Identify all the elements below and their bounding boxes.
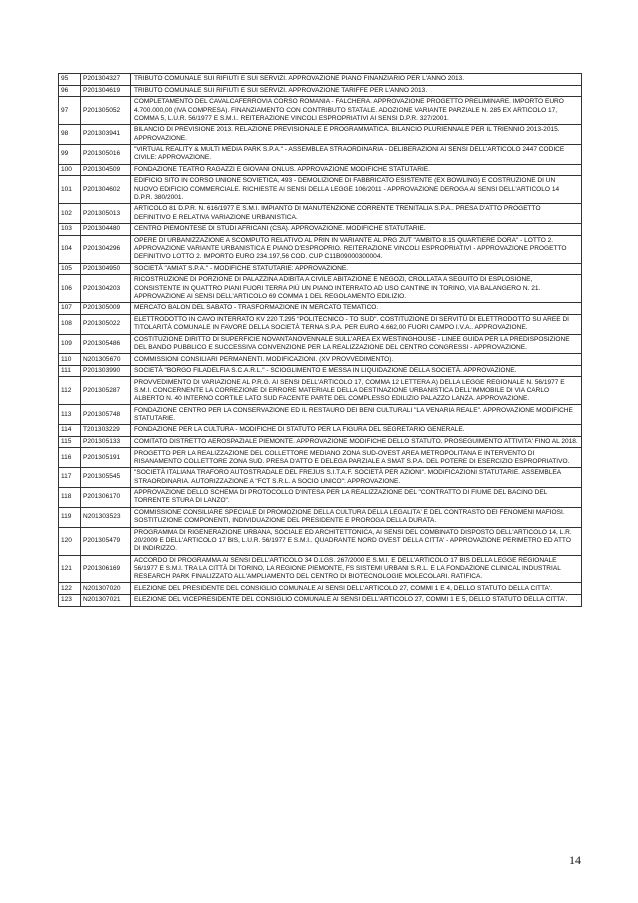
row-description: ARTICOLO 81 D.P.R. N. 616/1977 E S.M.I. IMPIANTO DI MANUTENZIONE CORRENTE TRENITALIA S.P.A.. PRESA D'ATTO PROGETTO DEFINITIVO E RELATIVA VARIAZIONE URBANISTICA. bbox=[131, 204, 582, 224]
table-row bbox=[59, 125, 582, 145]
table-row bbox=[59, 527, 582, 555]
row-description: BILANCIO DI PREVISIONE 2013. RELAZIONE PREVISIONALE E PROGRAMMATICA. BILANCIO PLURIENNALE PER IL TRIENNIO 2013-2015. APPROVAZIONE. bbox=[131, 125, 582, 145]
row-number: 121 bbox=[59, 555, 81, 583]
table-row bbox=[59, 74, 582, 86]
row-description: COSTITUZIONE DIRITTO DI SUPERFICIE NOVANTANOVENNALE SULL'AREA EX WESTINGHOUSE - LINEE GUIDA PER LA PREDISPOSIZIONE DEL BANDO PUBBLICO E SUCCESSIVA CONVENZIONE PER LA REALIZZAZIONE DEL CENTRO CONGRESSI - APPROVAZIONE. bbox=[131, 334, 582, 354]
row-code: P201303990 bbox=[81, 365, 131, 377]
row-code: P201305133 bbox=[81, 436, 131, 448]
row-number: 120 bbox=[59, 527, 81, 555]
row-code: P201304480 bbox=[81, 224, 131, 236]
row-code: P201305022 bbox=[81, 314, 131, 334]
row-description: OPERE DI URBANIZZAZIONE A SCOMPUTO RELATIVO AL PRIN IN VARIANTE AL PRG ZUT "AMBITO 8.15 QUARTIERE DORA" - LOTTO 2. APPROVAZIONE VARIANTE URBANISTICA E PIANO D'ESPROPRIO. REITERAZIONE VINCOLI ESPROPRIATIVI - APPROVAZIONE PROGETTO DEFINITIVO LOTTO 2. IMPORTO EURO 234.197,56 COD. CUP C11B09000300004. bbox=[131, 235, 582, 263]
row-number: 114 bbox=[59, 425, 81, 437]
row-description: COMMISSIONE CONSILIARE SPECIALE DI PROMOZIONE DELLA CULTURA DELLA LEGALITA' E DEL CONTRASTO DEI FENOMENI MAFIOSI. SOSTITUZIONE COMPONENTI, INDIVIDUAZIONE DEL PRESIDENTE E PROROGA DELLA DURATA. bbox=[131, 507, 582, 527]
row-number: 118 bbox=[59, 487, 81, 507]
table-row bbox=[59, 235, 582, 263]
table-row bbox=[59, 448, 582, 468]
row-description: ELETTRODOTTO IN CAVO INTERRATO KV 220 T.295 "POLITECNICO - TO SUD". COSTITUZIONE DI SERVITÙ DI ELETTRODOTTO SU AREE DI TITOLARITÀ COMUNALE IN FAVORE DELLA SOCIETÀ TERNA S.P.A. PER EURO 4.662,00 FUORI CAMPO I.V.A.. APPROVAZIONE. bbox=[131, 314, 582, 334]
row-number: 103 bbox=[59, 224, 81, 236]
row-number: 119 bbox=[59, 507, 81, 527]
row-number: 123 bbox=[59, 595, 81, 607]
row-description: SOCIETÀ "BORGO FILADELFIA S.C.A.R.L." - SCIOGLIMENTO E MESSA IN LIQUIDAZIONE DELLA SOCIETÀ. APPROVAZIONE. bbox=[131, 365, 582, 377]
row-code: P201306169 bbox=[81, 555, 131, 583]
table-row bbox=[59, 507, 582, 527]
table-row bbox=[59, 85, 582, 97]
row-code: P201304296 bbox=[81, 235, 131, 263]
row-number: 115 bbox=[59, 436, 81, 448]
row-code: P201304602 bbox=[81, 176, 131, 204]
row-code: P201305013 bbox=[81, 204, 131, 224]
row-code: P201304509 bbox=[81, 164, 131, 176]
table-row bbox=[59, 555, 582, 583]
row-number: 105 bbox=[59, 263, 81, 275]
row-description: MERCATO BALON DEL SABATO - TRASFORMAZIONE IN MERCATO TEMATICO. bbox=[131, 303, 582, 315]
table-row bbox=[59, 176, 582, 204]
page-number: 14 bbox=[569, 853, 581, 867]
table-row bbox=[59, 436, 582, 448]
row-number: 106 bbox=[59, 275, 81, 303]
row-description: PROGETTO PER LA REALIZZAZIONE DEL COLLETTORE MEDIANO ZONA SUD-OVEST AREA METROPOLITANA E INTERVENTO DI RISANAMENTO COLLETTORE ZONA SUD. PRESA D'ATTO E DELEGA PARZIALE A SMAT S.P.A. DEL POTERE DI ESERCIZIO ESPROPRIATIVO. bbox=[131, 448, 582, 468]
table-row bbox=[59, 204, 582, 224]
table-row bbox=[59, 354, 582, 366]
row-description: CENTRO PIEMONTESE DI STUDI AFRICANI (CSA). APPROVAZIONE. MODIFICHE STATUTARIE. bbox=[131, 224, 582, 236]
row-code: P201304619 bbox=[81, 85, 131, 97]
row-code: P201305016 bbox=[81, 144, 131, 164]
row-code: P201305009 bbox=[81, 303, 131, 315]
row-description: ELEZIONE DEL PRESIDENTE DEL CONSIGLIO COMUNALE AI SENSI DELL'ARTICOLO 27, COMMI 1 E 4, DELLO STATUTO DELLA CITTA'. bbox=[131, 583, 582, 595]
table-row bbox=[59, 468, 582, 488]
row-code: P201304950 bbox=[81, 263, 131, 275]
row-number: 108 bbox=[59, 314, 81, 334]
row-number: 107 bbox=[59, 303, 81, 315]
table-row bbox=[59, 164, 582, 176]
row-code: P201305191 bbox=[81, 448, 131, 468]
deliberations-table bbox=[58, 73, 582, 607]
row-code: P201305748 bbox=[81, 405, 131, 425]
row-code: N201307020 bbox=[81, 583, 131, 595]
row-description: RICOSTRUZIONE DI PORZIONE DI PALAZZINA ADIBITA A CIVILE ABITAZIONE E NEGOZI, CROLLATA A SEGUITO DI ESPLOSIONE, CONSISTENTE IN QUATTRO PIANI FUORI TERRA PIÙ UN PIANO INTERRATO AD USO CANTINE IN TORINO, VIA BALANGERO N. 21. APPROVAZIONE AI SENSI DELL'ARTICOLO 69 COMMA 1 DEL REGOLAMENTO EDILIZIO. bbox=[131, 275, 582, 303]
row-number: 98 bbox=[59, 125, 81, 145]
table-row bbox=[59, 425, 582, 437]
row-description: COMITATO DISTRETTO AEROSPAZIALE PIEMONTE. APPROVAZIONE MODIFICHE DELLO STATUTO. PROSEGUIMENTO ATTIVITA' FINO AL 2018. bbox=[131, 436, 582, 448]
row-code: P201305287 bbox=[81, 377, 131, 405]
row-description: PROGRAMMA DI RIGENERAZIONE URBANA, SOCIALE ED ARCHITETTONICA, AI SENSI DEL COMBINATO DISPOSTO DELL'ARTICOLO 14, L.R. 20/2009 E DELL'ARTICOLO 17 BIS, L.U.R. 56/1977 E S.M.I.. QUADRANTE NORD OVEST DELLA CITTA' - APPROVAZIONE PERIMETRO ED ATTO DI INDIRIZZO. bbox=[131, 527, 582, 555]
row-number: 112 bbox=[59, 377, 81, 405]
row-number: 110 bbox=[59, 354, 81, 366]
row-number: 104 bbox=[59, 235, 81, 263]
row-number: 99 bbox=[59, 144, 81, 164]
table-row bbox=[59, 377, 582, 405]
row-code: N201307021 bbox=[81, 595, 131, 607]
table-row bbox=[59, 263, 582, 275]
row-description: ACCORDO DI PROGRAMMA AI SENSI DELL'ARTICOLO 34 D.LGS. 267/2000 E S.M.I. E DELL'ARTICOLO 17 BIS DELLA LEGGE REGIONALE 56/1977 E S.M.I. TRA LA CITTÀ DI TORINO, LA REGIONE PIEMONTE, FS SISTEMI URBANI S.R.L. E LA FONDAZIONE CLINICAL INDUSTRIAL RESEARCH PARK FINALIZZATO ALL'AMPLIAMENTO DEL CENTRO DI BIOTECNOLOGIE MOLECOLARI. RATIFICA. bbox=[131, 555, 582, 583]
table-row bbox=[59, 595, 582, 607]
table-row bbox=[59, 275, 582, 303]
row-code: P201306170 bbox=[81, 487, 131, 507]
row-description: SOCIETÀ "AMIAT S.P.A." - MODIFICHE STATUTARIE: APPROVAZIONE. bbox=[131, 263, 582, 275]
row-number: 95 bbox=[59, 74, 81, 86]
table-row bbox=[59, 334, 582, 354]
row-number: 101 bbox=[59, 176, 81, 204]
row-description: FONDAZIONE TEATRO RAGAZZI E GIOVANI ONLUS. APPROVAZIONE MODIFICHE STATUTARIE. bbox=[131, 164, 582, 176]
table-row bbox=[59, 583, 582, 595]
row-description: TRIBUTO COMUNALE SUI RIFIUTI E SUI SERVIZI. APPROVAZIONE PIANO FINANZIARIO PER L'ANNO 2013. bbox=[131, 74, 582, 86]
row-number: 109 bbox=[59, 334, 81, 354]
table-body bbox=[59, 74, 582, 607]
row-code: P201304327 bbox=[81, 74, 131, 86]
row-number: 111 bbox=[59, 365, 81, 377]
row-number: 113 bbox=[59, 405, 81, 425]
row-number: 100 bbox=[59, 164, 81, 176]
row-number: 97 bbox=[59, 97, 81, 125]
row-description: PROVVEDIMENTO DI VARIAZIONE AL P.R.G. AI SENSI DELL'ARTICOLO 17, COMMA 12 LETTERA A) DELLA LEGGE REGIONALE N. 56/1977 E S.M.I. CONCERNENTE LA CORREZIONE DI ERRORE MATERIALE DELLA DESTINAZIONE URBANISTICA DELL'IMMOBILE DI VIA CARLO ALBERTO N. 40 INTERNO CORTILE LATO SUD FACENTE PARTE DEL COMPLESSO EDILIZIO PALAZZO LANZA. APPROVAZIONE. bbox=[131, 377, 582, 405]
row-code: N201305670 bbox=[81, 354, 131, 366]
row-description: "SOCIETÀ ITALIANA TRAFORO AUTOSTRADALE DEL FREJUS S.I.T.A.F. SOCIETÀ PER AZIONI". MODIFICAZIONI STATUTARIE. ASSEMBLEA STRAORDINARIA. AUTORIZZAZIONE A "FCT S.R.L. A SOCIO UNICO": APPROVAZIONE. bbox=[131, 468, 582, 488]
row-description: FONDAZIONE PER LA CULTURA - MODIFICHE DI STATUTO PER LA FIGURA DEL SEGRETARIO GENERALE. bbox=[131, 425, 582, 437]
table-row bbox=[59, 405, 582, 425]
row-code: P201305486 bbox=[81, 334, 131, 354]
row-description: COMMISSIONI CONSILIARI PERMANENTI. MODIFICAZIONI. (XV PROVVEDIMENTO). bbox=[131, 354, 582, 366]
row-number: 102 bbox=[59, 204, 81, 224]
row-code: P201304203 bbox=[81, 275, 131, 303]
row-code: P201305479 bbox=[81, 527, 131, 555]
row-code: P201303941 bbox=[81, 125, 131, 145]
row-number: 96 bbox=[59, 85, 81, 97]
row-description: APPROVAZIONE DELLO SCHEMA DI PROTOCOLLO D'INTESA PER LA REALIZZAZIONE DEL "CONTRATTO DI FIUME DEL BACINO DEL TORRENTE STURA DI LANZO". bbox=[131, 487, 582, 507]
row-description: COMPLETAMENTO DEL CAVALCAFERROVIA CORSO ROMANIA - FALCHERA. APPROVAZIONE PROGETTO PRELIMINARE. IMPORTO EURO 4.700.000,00 (IVA COMPRESA). FINANZIAMENTO CON CONTRIBUTO STATALE. ADOZIONE VARIANTE PARZIALE N. 285 EX ARTICOLO 17, COMMA 5, L.U.R. 56/1977 E S.M.I.. REITERAZIONE VINCOLI ESPROPRIATIVI AI SENSI D.P.R. 327/2001. bbox=[131, 97, 582, 125]
table-row bbox=[59, 144, 582, 164]
row-code: P201305545 bbox=[81, 468, 131, 488]
row-description: TRIBUTO COMUNALE SUI RIFIUTI E SUI SERVIZI. APPROVAZIONE TARIFFE PER L'ANNO 2013. bbox=[131, 85, 582, 97]
table-row bbox=[59, 97, 582, 125]
row-number: 117 bbox=[59, 468, 81, 488]
row-code: N201303523 bbox=[81, 507, 131, 527]
row-description: FONDAZIONE CENTRO PER LA CONSERVAZIONE ED IL RESTAURO DEI BENI CULTURALI "LA VENARIA REALE". APPROVAZIONE MODIFICHE STATUTARIE. bbox=[131, 405, 582, 425]
table-row bbox=[59, 487, 582, 507]
table-row bbox=[59, 303, 582, 315]
row-description: ELEZIONE DEL VICEPRESIDENTE DEL CONSIGLIO COMUNALE AI SENSI DELL'ARTICOLO 27, COMMI 1 E 5, DELLO STATUTO DELLA CITTA'. bbox=[131, 595, 582, 607]
table-row bbox=[59, 365, 582, 377]
table-row bbox=[59, 314, 582, 334]
table-row bbox=[59, 224, 582, 236]
row-description: EDIFICIO SITO IN CORSO UNIONE SOVIETICA, 493 - DEMOLIZIONE DI FABBRICATO ESISTENTE (EX BOWLING) E COSTRUZIONE DI UN NUOVO EDIFICIO COMMERCIALE. RICHIESTE AI SENSI DELLA LEGGE 106/2011 - APPROVAZIONE DEROGA AI SENSI DELL'ARTICOLO 14 D.P.R. 380/2001. bbox=[131, 176, 582, 204]
row-code: P201305052 bbox=[81, 97, 131, 125]
row-number: 122 bbox=[59, 583, 81, 595]
row-description: "VIRTUAL REALITY & MULTI MEDIA PARK S.P.A." - ASSEMBLEA STRAORDINARIA - DELIBERAZIONI AI SENSI DELL'ARTICOLO 2447 CODICE CIVILE: APPROVAZIONE. bbox=[131, 144, 582, 164]
row-number: 116 bbox=[59, 448, 81, 468]
row-code: T201303229 bbox=[81, 425, 131, 437]
